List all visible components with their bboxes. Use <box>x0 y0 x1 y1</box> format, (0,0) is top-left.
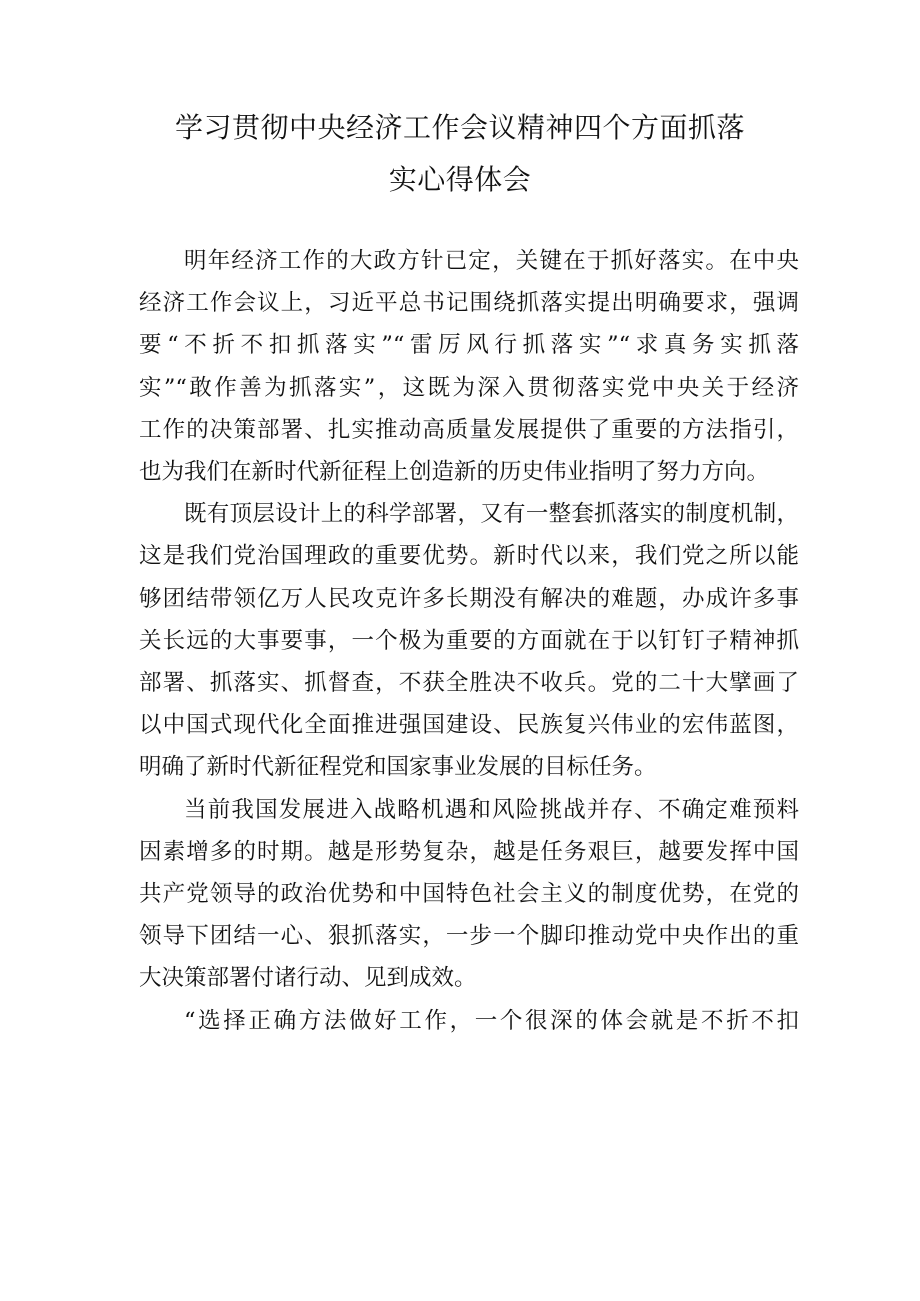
paragraph-1 <box>139 240 799 493</box>
text-line: 也为我们在新时代新征程上创造新的历史伟业指明了努力方向。 <box>139 459 770 486</box>
text-line: 领导下团结一心、狠抓落实，一步一个脚印推动党中央作出的重 <box>139 923 799 950</box>
text-line: 以中国式现代化全面推进强国建设、民族复兴伟业的宏伟蓝图， <box>139 712 799 739</box>
text-line: 当前我国发展进入战略机遇和风险挑战并存、不确定难预料 <box>184 796 799 823</box>
text-line: 关长远的大事要事，一个极为重要的方面就在于以钉钉子精神抓 <box>139 627 799 654</box>
document-body <box>139 240 799 1042</box>
text-line: 既有顶层设计上的科学部署，又有一整套抓落实的制度机制， <box>184 501 799 528</box>
text-line: 明确了新时代新征程党和国家事业发展的目标任务。 <box>139 754 657 781</box>
text-line: 因素增多的时期。越是形势复杂，越是任务艰巨，越要发挥中国 <box>139 838 799 865</box>
title-line-1: 学习贯彻中央经济工作会议精神四个方面抓落 <box>174 111 745 144</box>
text-line: 经济工作会议上，习近平总书记围绕抓落实提出明确要求，强调 <box>139 290 799 317</box>
text-line: 明年经济工作的大政方针已定，关键在于抓好落实。在中央 <box>184 248 799 274</box>
text-line: 够团结带领亿万人民攻克许多长期没有解决的难题，办成许多事 <box>139 585 799 612</box>
text-line: 工作的决策部署、扎实推动高质量发展提供了重要的方法指引， <box>139 416 799 443</box>
text-line: 部署、抓落实、抓督查，不获全胜决不收兵。党的二十大擘画了 <box>139 670 799 697</box>
text-line: 实”“敢作善为抓落实”，这既为深入贯彻落实党中央关于经济 <box>139 374 799 401</box>
title-line-2: 实心得体会 <box>388 163 532 196</box>
document-title <box>0 102 920 206</box>
text-line: 共产党领导的政治优势和中国特色社会主义的制度优势，在党的 <box>139 881 799 908</box>
text-line: 这是我们党治国理政的重要优势。新时代以来，我们党之所以能 <box>139 543 799 570</box>
text-line: “选择正确方法做好工作，一个很深的体会就是不折不扣 <box>184 1007 799 1034</box>
text-line: 要“不折不扣抓落实”“雷厉风行抓落实”“求真务实抓落 <box>139 332 799 359</box>
paragraph-4 <box>139 1000 799 1042</box>
paragraph-3 <box>139 789 799 1000</box>
paragraph-2 <box>139 493 799 788</box>
text-line: 大决策部署付诸行动、见到成效。 <box>139 965 477 992</box>
